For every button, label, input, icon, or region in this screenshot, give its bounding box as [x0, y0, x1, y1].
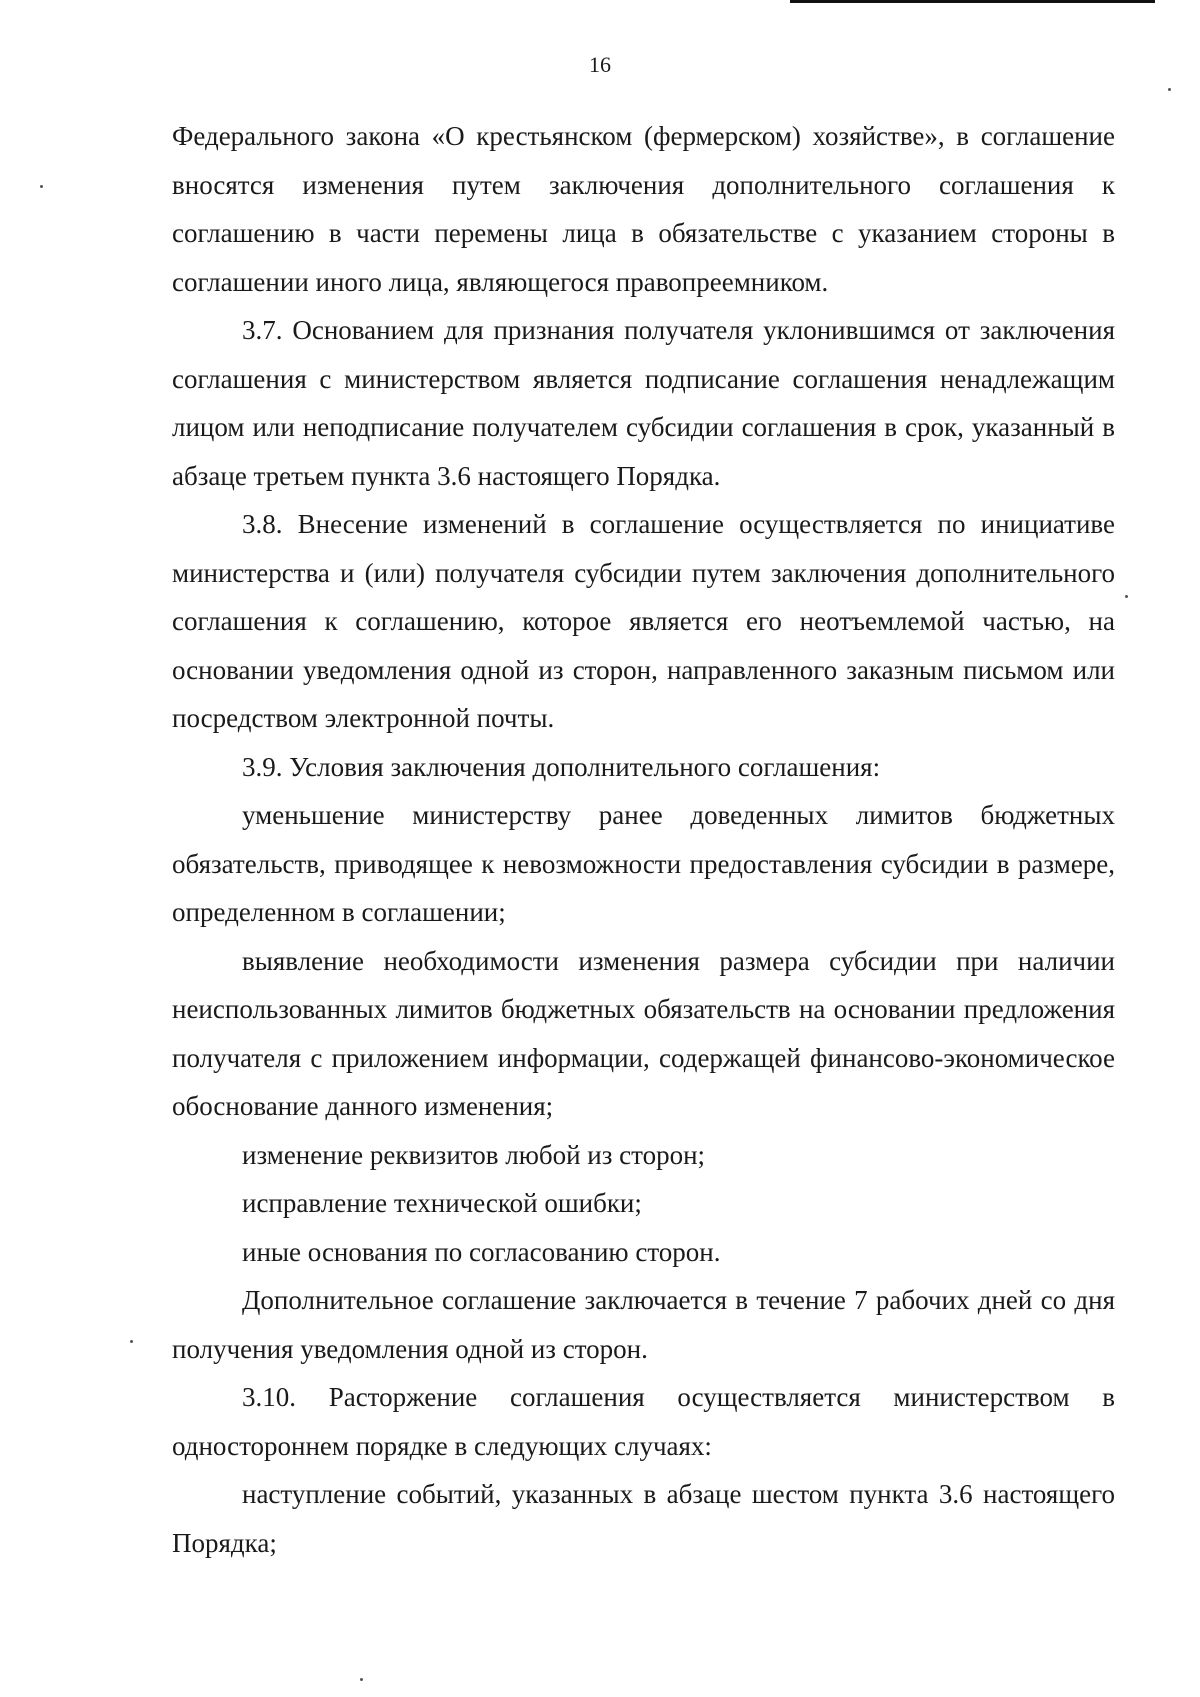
scan-speck [130, 1340, 133, 1343]
top-edge-rule [790, 0, 1155, 3]
paragraph-clause-3-9-item-1: уменьшение министерству ранее доведенных лимитов бюджетных обязательств, приводящее к невозможности предоставления субсидии в размере, определенном в соглашении; [172, 800, 1115, 927]
page-number: 16 [589, 52, 611, 77]
paragraph-clause-3-7: 3.7. Основанием для признания получателя уклонившимся от заключения соглашения с министерством является подписание соглашения ненадлежащим лицом или неподписание получателем субсидии соглашения в срок, указанный в абзаце третьем пункта 3.6 настоящего Порядка. [172, 315, 1115, 491]
paragraph-clause-3-9-item-4: исправление технической ошибки; [242, 1188, 642, 1218]
document-body [172, 112, 1115, 1567]
paragraph-clause-3-10: 3.10. Расторжение соглашения осуществляется министерством в одностороннем порядке в следующих случаях: [172, 1382, 1115, 1461]
scan-speck [40, 185, 43, 188]
paragraph-continuation: Федерального закона «О крестьянском (фермерском) хозяйстве», в соглашение вносятся изменения путем заключения дополнительного соглашения к соглашению в части перемены лица в обязательстве с указанием стороны в соглашении иного лица, являющегося правопреемником. [172, 121, 1115, 297]
scan-speck [1125, 595, 1128, 598]
paragraph-clause-3-9: 3.9. Условия заключения дополнительного соглашения: [242, 751, 881, 782]
paragraph-clause-3-8: 3.8. Внесение изменений в соглашение осуществляется по инициативе министерства и (или) получателя субсидии путем заключения дополнительного соглашения к соглашению, которое является его неотъемлемой частью, на основании уведомления одной из сторон, направленного заказным письмом или посредством электронной почты. [172, 509, 1115, 733]
paragraph-clause-3-10-item-1: наступление событий, указанных в абзаце шестом пункта 3.6 настоящего Порядка; [172, 1479, 1115, 1558]
scan-speck [1168, 88, 1171, 91]
paragraph-clause-3-9-item-2: выявление необходимости изменения размера субсидии при наличии неиспользованных лимитов бюджетных обязательств на основании предложения получателя с приложением информации, содержащей финансово-экономическое обоснование данного изменения; [172, 945, 1115, 1121]
scan-speck [360, 1678, 363, 1681]
paragraph-clause-3-9-item-5: иные основания по согласованию сторон. [242, 1236, 721, 1267]
paragraph-clause-3-9-term: Дополнительное соглашение заключается в течение 7 рабочих дней со дня получения уведомления одной из сторон. [172, 1285, 1115, 1364]
paragraph-clause-3-9-item-3: изменение реквизитов любой из сторон; [242, 1139, 706, 1170]
